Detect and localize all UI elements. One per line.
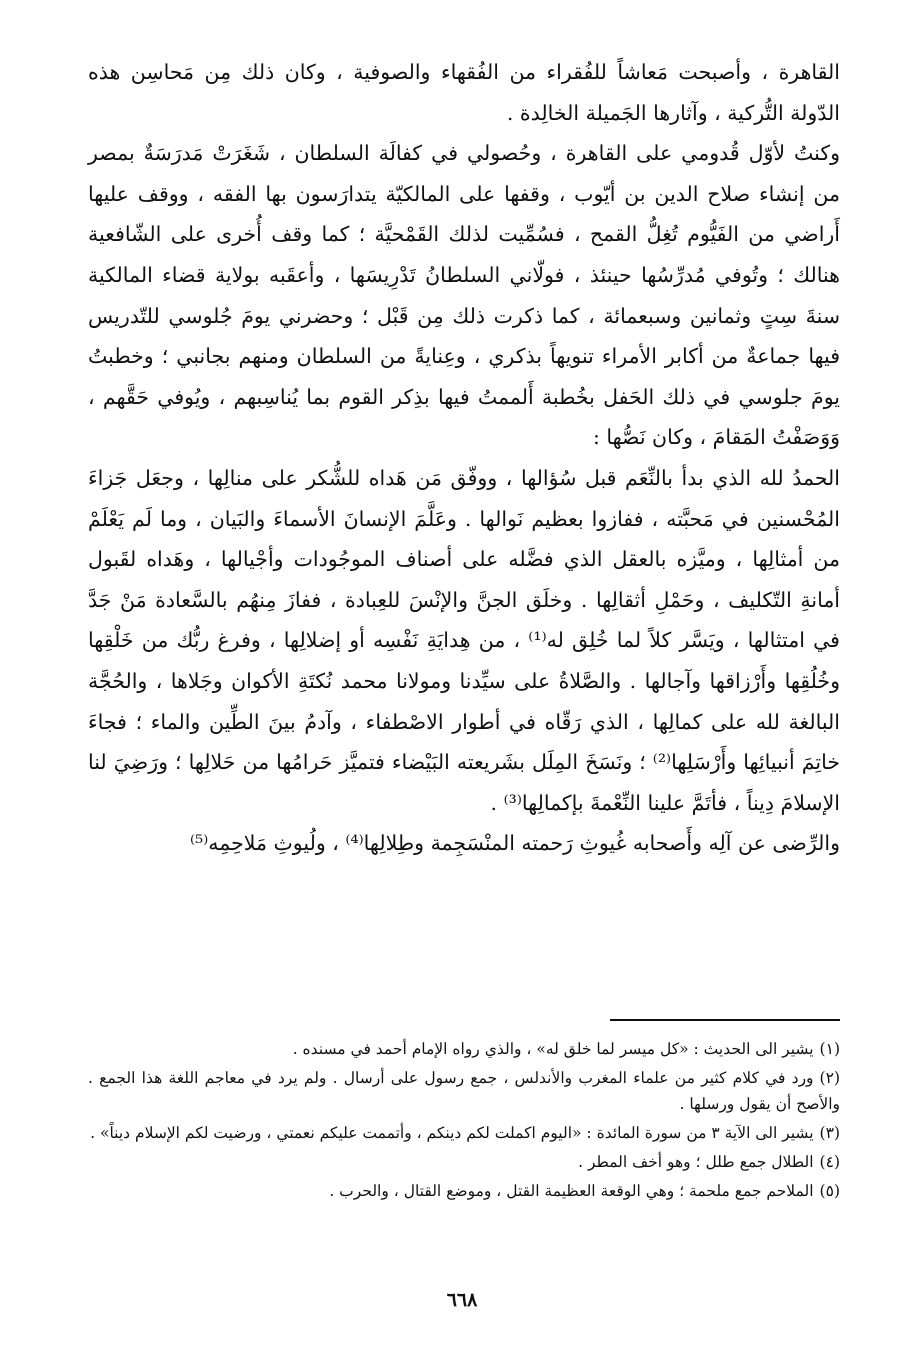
footnote-text: ورد في كلام كثير من علماء المغرب والأندلس ، جمع رسول على أرسال . ولم يرد في معاجم اللغة هذا الجمع . والأصح أن يقول ورسلها .	[88, 1069, 840, 1113]
paragraph: القاهرة ، وأصبحت مَعاشاً للفُقراء من الفُقهاء والصوفية ، وكان ذلك مِن مَحاسِن هذه الدّولة التُّركية ، وآثارها الجَميلة الخالِدة .	[88, 60, 840, 125]
footnote-text: يشير الى الآية ٣ من سورة المائدة : «اليوم اكملت لكم دينكم ، وأتممت عليكم نعمتي ، ورضيت لكم الإسلام ديناً» .	[90, 1124, 814, 1142]
footnote-number: (٢)	[819, 1069, 840, 1087]
page-number: ٦٦٨	[446, 1289, 478, 1311]
paragraph: الحمدُ لله الذي بدأ بالنِّعَم قبل سُؤالها ، ووفّق مَن هَداه للشُّكر على منالِها ، وجعَل جَزاءَ المُحْسنين في مَحبَّته ، ففازوا بعظيم نَوالها . وعَلَّمَ الإنسانَ الأسماءَ والبَيان ، وما لَم يَعْلَمْ من أمثالِها ، وميَّزه بالعقل الذي فضَّله على أصناف الموجُودات وأجْيالها ، وهَداه لقَبول أمانةِ التّكليف ، وحَمْلِ أثقالِها . وخلَق الجنَّ والإنْسَ للعِبادة ، ففازَ مِنهُم بالسَّعادة مَنْ جَدَّ في امتثالها ، ويَسَّر كلاً لما خُلِق له⁽¹⁾ ، من هِدايَةِ نَفْسِه أو إضلالِها ، وفرغ ربُّك من خَلْقِها وخُلُقِها وأَرْزاقها وآجالها . والصَّلاةُ على سيِّدنا ومولانا محمد نُكتَةِ الأكوان وجَلاها ، والحُجَّة البالغة لله على كمالِها ، الذي رَقّاه في أطوار الاصْطفاء ، وآدمُ بينَ الطِّين والماء ؛ فجاءَ خاتِمَ أنبيائِها وأَرْسَلِها⁽²⁾ ؛ ونَسَخَ المِلَل بشَريعته البَيْضاء فتميَّز حَرامُها من حَلالِها ؛ ورَضِيَ لنا الإسلامَ دِيناً ، فأتَمَّ علينا النِّعْمةَ بإكمالِها⁽³⁾ .	[88, 465, 840, 815]
main-text	[88, 52, 840, 864]
footnotes	[88, 1036, 840, 1207]
paragraph: والرِّضى عن آلِه وأَصحابه غُيوثِ رَحمته المنْسَجِمة وطِلالِها⁽⁴⁾ ، ولُيوثِ مَلاحِمِه⁽⁵⁾	[189, 831, 840, 856]
footnote-number: (٣)	[819, 1124, 840, 1142]
footnote	[88, 1178, 840, 1204]
footnote	[88, 1120, 840, 1146]
footnote-text: يشير الى الحديث : «كل ميسر لما خلق له» ، والذي رواه الإمام أحمد في مسنده .	[292, 1040, 814, 1058]
paragraph: وكنتُ لأوّل قُدومي على القاهرة ، وحُصولي في كفالَة السلطان ، شَغَرَتْ مَدرَسَةٌ بمصر من إنشاء صلاح الدين بن أيّوب ، وقفها على المالكيّة يتدارَسون بها الفقه ، ووقف عليها أَراضي من الفَيُّوم تُغِلُّ القمح ، فسُمِّيت لذلك القَمْحيَّة ؛ كما وقف أُخرى على الشّافعية هنالك ؛ وتُوفي مُدرِّسُها حينئذ ، فولّاني السلطانُ تَدْرِيسَها ، وأعقَبه بولاية قضاء المالكية سنةَ سِتٍ وثمانين وسبعمائة ، كما ذكرت ذلك مِن قَبْل ؛ وحضرني يومَ جُلوسي للتّدريس فيها جماعةٌ من أكابر الأمراء تنويهاً بذكري ، وعِنايةً من السلطان ومنهم بجانبي ؛ وخطبتُ يومَ جلوسي في ذلك الحَفل بخُطبة أَلممتُ فيها بذِكر القوم بما يُناسِبهم ، ويُوفي حَقَّهم ، وَوَصَفْتُ المَقامَ ، وكان نَصُّها :	[88, 141, 840, 450]
footnote-separator	[610, 1019, 840, 1021]
footnote-number: (٤)	[819, 1153, 840, 1171]
footnote	[88, 1149, 840, 1175]
footnote	[88, 1065, 840, 1117]
footnote-number: (١)	[819, 1040, 840, 1058]
footnote	[88, 1036, 840, 1062]
footnote-text: الملاحم جمع ملحمة ؛ وهي الوقعة العظيمة القتل ، وموضع القتال ، والحرب .	[329, 1182, 814, 1200]
footnote-number: (٥)	[819, 1182, 840, 1200]
footnote-text: الطلال جمع طلل ؛ وهو أخف المطر .	[578, 1153, 814, 1171]
